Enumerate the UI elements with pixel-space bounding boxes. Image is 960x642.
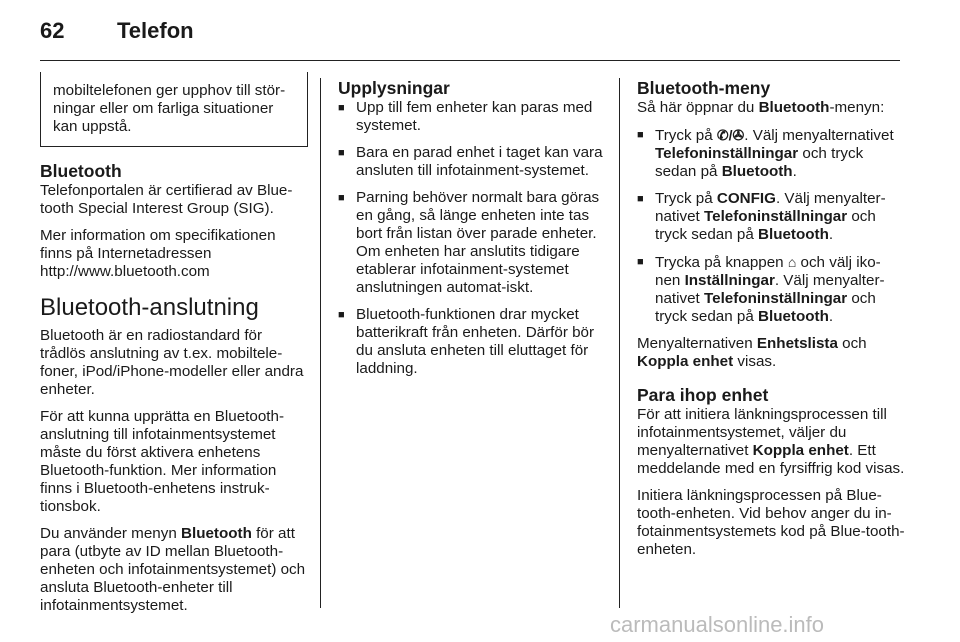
notes-list bbox=[338, 99, 608, 378]
warning-text: mobiltelefonen ger upphov till stör-ningar eller om farliga situationer kan uppstå. bbox=[53, 82, 286, 135]
bluetooth-heading: Bluetooth bbox=[40, 161, 122, 181]
list-item: ■ Bara en parad enhet i taget kan vara ansluten till infotainment-systemet. bbox=[338, 144, 608, 180]
home-icon: ⌂ bbox=[787, 254, 797, 270]
paragraph: Telefonportalen är certifierad av Blue-tooth Special Interest Group (SIG). bbox=[40, 182, 293, 217]
column-2 bbox=[338, 78, 608, 387]
paragraph: Du använder menyn Bluetooth för att para (utbyte av ID mellan Bluetooth-enheten och infotainmentsystemet) och ansluta Bluetooth-enheter till infotainmentsystemet. bbox=[40, 525, 306, 614]
paragraph: För att kunna upprätta en Bluetooth-anslutning till infotainmentsystemet måste du först aktivera enhetens Bluetooth-funktion. Mer information finns i Bluetooth-enhetens instruk-tionsbok. bbox=[40, 408, 285, 515]
paragraph: Initiera länkningsprocessen på Blue-tooth-enheten. Vid behov anger du in-fotainmentsystemets kod på Blue-tooth-enheten. bbox=[637, 487, 905, 558]
list-item: ■ Tryck på CONFIG. Välj menyalter-nativet Telefoninställningar och tryck sedan på Bluetooth. bbox=[637, 190, 905, 244]
paragraph: Bluetooth är en radiostandard för trådlös anslutning av t.ex. mobiltele-foner, iPod/iPhone-modeller eller andra enheter. bbox=[40, 327, 304, 398]
phone-icon: ✆/✇ bbox=[716, 127, 745, 143]
column-divider bbox=[320, 78, 321, 608]
steps-list bbox=[637, 126, 905, 326]
list-item: ■ Parning behöver normalt bara göras en gång, så länge enheten inte tas bort från listan över parade enheter. Om enheten har anslutits tidigare etablerar infotainment-systemet anslutningen automat-iskt. bbox=[338, 189, 608, 297]
watermark: carmanualsonline.info bbox=[610, 612, 825, 637]
column-1 bbox=[40, 72, 308, 624]
column-3 bbox=[637, 78, 905, 568]
pair-device-heading: Para ihop enhet bbox=[637, 385, 769, 405]
list-item: ■ Bluetooth-funktionen drar mycket batterikraft från enheten. Därför bör du ansluta enheten till eluttaget för laddning. bbox=[338, 306, 608, 378]
page-title: Telefon bbox=[117, 18, 194, 43]
page-number: 62 bbox=[40, 18, 65, 43]
column-divider bbox=[619, 78, 620, 608]
bluetooth-connection-heading: Bluetooth-anslutning bbox=[40, 294, 259, 321]
list-item: ■ Trycka på knappen ⌂ och välj iko-nen Inställningar. Välj menyalter-nativet Telefoninställningar och tryck sedan på Bluetooth. bbox=[637, 253, 905, 326]
list-item: ■ Tryck på ✆/✇. Välj menyalternativet Telefoninställningar och tryck sedan på Bluetooth. bbox=[637, 126, 905, 181]
paragraph: Mer information om specifikationen finns på Internetadressen http://www.bluetooth.com bbox=[40, 227, 276, 280]
paragraph: För att initiera länkningsprocessen till infotainmentsystemet, väljer du menyalternativet Koppla enhet. Ett meddelande med en fyrsiffrig kod visas. bbox=[637, 406, 905, 477]
page-header bbox=[40, 18, 194, 44]
paragraph: Menyalternativen Enhetslista och Koppla enhet visas. bbox=[637, 335, 867, 370]
header-rule bbox=[40, 60, 900, 61]
warning-box bbox=[40, 72, 308, 147]
notes-heading: Upplysningar bbox=[338, 78, 450, 98]
list-item: ■ Upp till fem enheter kan paras med systemet. bbox=[338, 99, 608, 135]
paragraph: Så här öppnar du Bluetooth-menyn: bbox=[637, 99, 885, 116]
bluetooth-menu-heading: Bluetooth-meny bbox=[637, 78, 771, 98]
